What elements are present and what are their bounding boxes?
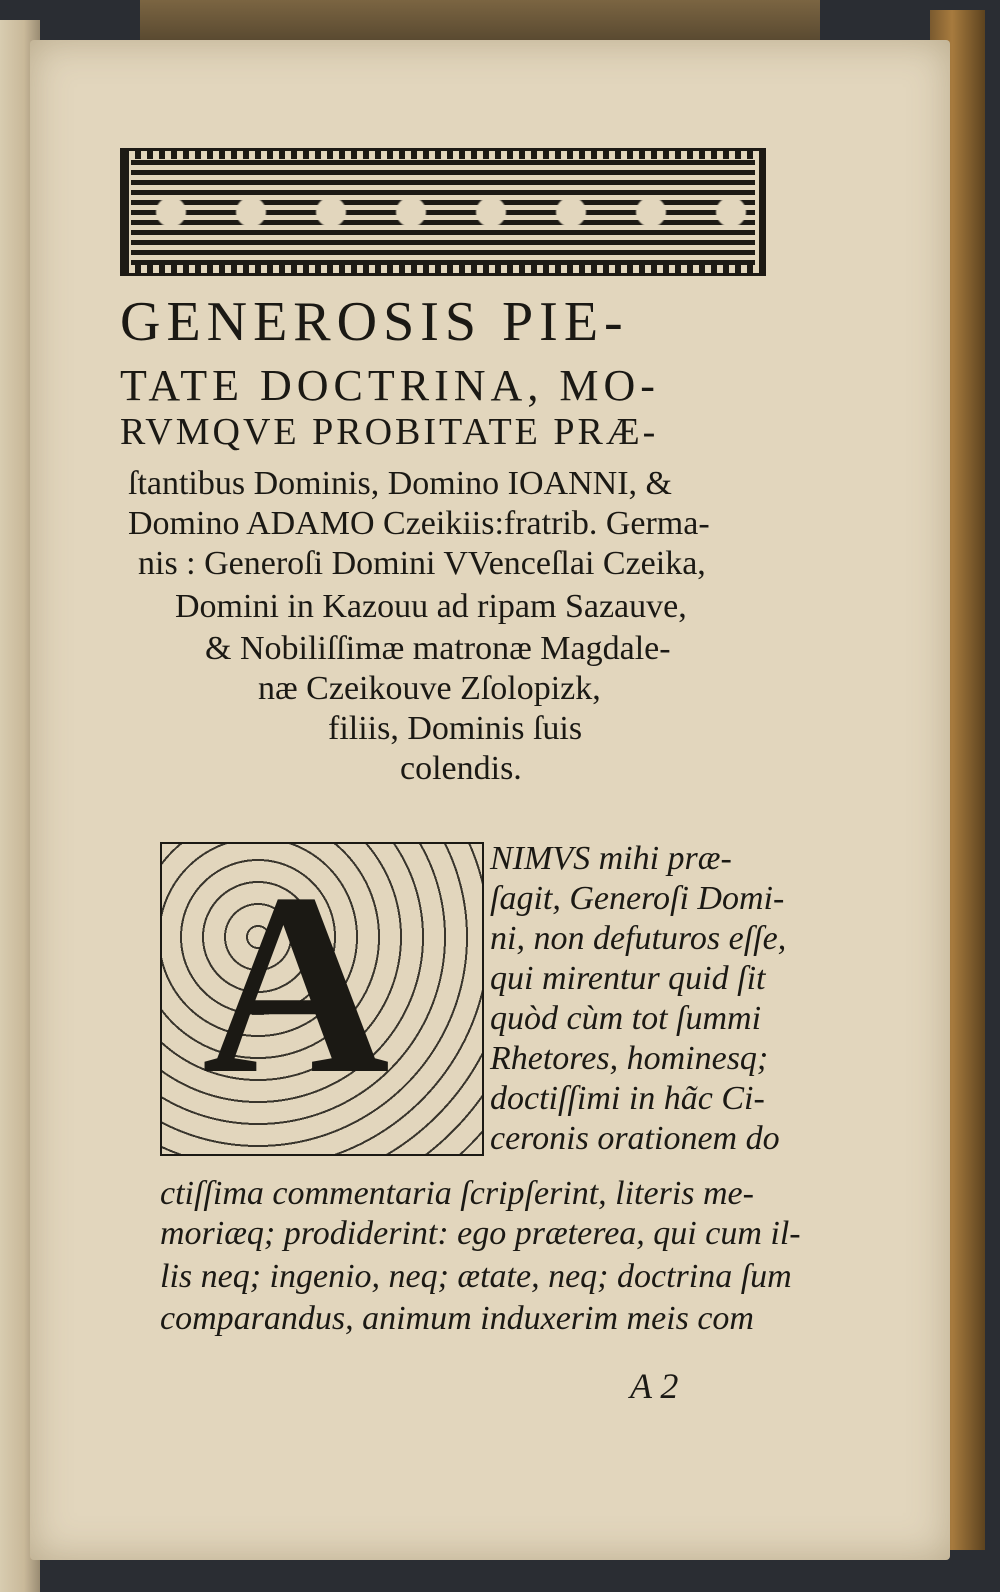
dedication-line-5: & Nobiliſſimæ matronæ Magdale- <box>205 630 671 667</box>
body-line-2: ſagit, Generoſi Domi- <box>490 880 785 917</box>
ornament-pattern <box>131 159 755 265</box>
dedication-line-6: næ Czeikouve Zſolopizk, <box>258 670 601 707</box>
decorated-initial <box>160 842 484 1156</box>
decorated-initial-letter: A <box>202 840 390 1128</box>
title-line-1: GENEROSIS PIE- <box>120 291 629 353</box>
dedication-line-8: colendis. <box>400 750 522 787</box>
body-line-11: lis neq; ingenio, neq; ætate, neq; doctrina ſum <box>160 1258 792 1295</box>
dedication-line-4: Domini in Kazouu ad ripam Sazauve, <box>175 588 687 625</box>
body-line-10: moriæq; prodiderint: ego præterea, qui cum il- <box>160 1215 801 1252</box>
dedication-line-7: filiis, Dominis ſuis <box>328 710 583 747</box>
body-line-8: ceronis orationem do <box>490 1120 780 1157</box>
title-line-2: TATE DOCTRINA, MO- <box>120 361 660 410</box>
body-line-6: Rhetores, hominesq; <box>490 1040 769 1077</box>
folio-signature: A 2 <box>630 1366 679 1406</box>
body-line-5: quòd cùm tot ſummi <box>490 1000 762 1037</box>
dedication-line-3: nis : Generoſi Domini VVenceſlai Czeika, <box>138 545 706 582</box>
body-line-4: qui mirentur quid ſit <box>490 960 766 997</box>
body-line-12: comparandus, animum induxerim meis com <box>160 1300 754 1337</box>
title-line-3: RVMQVE PROBITATE PRÆ- <box>120 411 659 453</box>
body-line-3: ni, non defuturos eſſe, <box>490 920 787 957</box>
dedication-line-2: Domino ADAMO Czeikiis:fratrib. Germa- <box>128 505 710 542</box>
dedication-line-1: ſtantibus Dominis, Domino IOANNI, & <box>128 465 672 502</box>
ornamental-headpiece <box>120 148 766 276</box>
body-line-1: NIMVS mihi præ- <box>490 840 732 877</box>
book-top-board <box>140 0 820 40</box>
body-line-7: doctiſſimi in hãc Ci- <box>490 1080 765 1117</box>
body-line-9: ctiſſima commentaria ſcripſerint, literis me- <box>160 1175 754 1212</box>
